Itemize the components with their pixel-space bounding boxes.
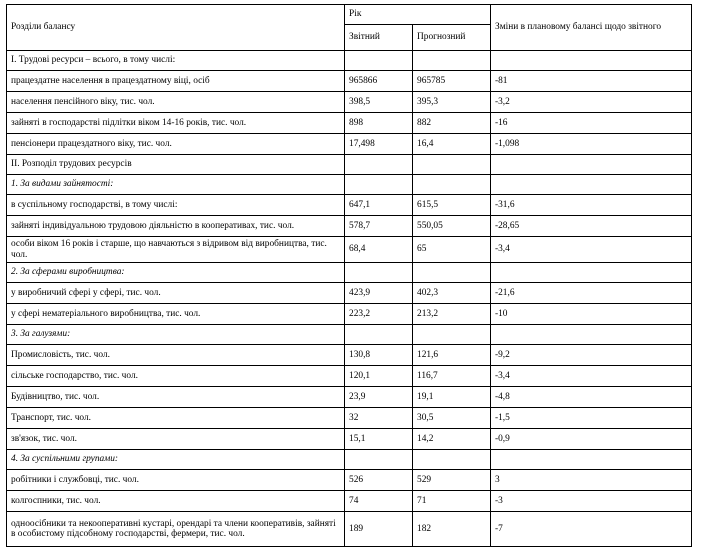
section-label: 3. За галузями:: [7, 325, 345, 345]
header-cell-reported: Звітний: [345, 25, 413, 51]
cell-forecast: 19,1: [413, 387, 491, 408]
cell-change: -4,8: [491, 387, 692, 408]
table-row: [7, 92, 692, 113]
cell-reported: 15,1: [345, 429, 413, 450]
table-section-row: [7, 450, 692, 470]
cell-label: особи віком 16 років і старше, що навчаються з відривом від виробництва, тис. чол.: [7, 237, 345, 263]
table-row: [7, 491, 692, 512]
section-label: I. Трудові ресурси – всього, в тому числі:: [7, 51, 345, 71]
cell-forecast: 615,5: [413, 195, 491, 216]
cell-reported: 120,1: [345, 366, 413, 387]
cell-label: у сфері нематеріального виробництва, тис. чол.: [7, 304, 345, 325]
cell-forecast: [413, 155, 491, 175]
cell-change: -1,5: [491, 408, 692, 429]
cell-change: -3,4: [491, 366, 692, 387]
cell-reported: 130,8: [345, 345, 413, 366]
cell-change: [491, 155, 692, 175]
cell-label: у виробничий сфері у сфері, тис. чол.: [7, 283, 345, 304]
cell-label: населення пенсійного віку, тис. чол.: [7, 92, 345, 113]
cell-label: працездатне населення в працездатному віці, осіб: [7, 71, 345, 92]
cell-change: -10: [491, 304, 692, 325]
cell-reported: [345, 51, 413, 71]
table-row: [7, 345, 692, 366]
section-label: 2. За сферами виробництва:: [7, 263, 345, 283]
cell-label: сільське господарство, тис. чол.: [7, 366, 345, 387]
cell-reported: [345, 263, 413, 283]
section-label: 4. За суспільними групами:: [7, 450, 345, 470]
cell-change: -3: [491, 491, 692, 512]
cell-label: в суспільному господарстві, в тому числі:: [7, 195, 345, 216]
cell-label: зайняті в господарстві підлітки віком 14-16 років, тис. чол.: [7, 113, 345, 134]
cell-change: -7: [491, 512, 692, 547]
cell-forecast: 402,3: [413, 283, 491, 304]
table-row: [7, 134, 692, 155]
cell-forecast: 882: [413, 113, 491, 134]
section-label: 1. За видами зайнятості:: [7, 175, 345, 195]
cell-reported: 32: [345, 408, 413, 429]
cell-reported: 647,1: [345, 195, 413, 216]
cell-label: Транспорт, тис. чол.: [7, 408, 345, 429]
cell-change: -0,9: [491, 429, 692, 450]
cell-forecast: 965785: [413, 71, 491, 92]
cell-forecast: 213,2: [413, 304, 491, 325]
table-section-row: [7, 175, 692, 195]
cell-reported: 17,498: [345, 134, 413, 155]
cell-reported: 898: [345, 113, 413, 134]
cell-reported: 223,2: [345, 304, 413, 325]
cell-change: -3,4: [491, 237, 692, 263]
document-page: [0, 4, 711, 540]
cell-change: [491, 175, 692, 195]
cell-forecast: [413, 175, 491, 195]
header-cell-forecast: Прогнозний: [413, 25, 491, 51]
cell-forecast: [413, 325, 491, 345]
table-row: [7, 512, 692, 547]
table-section-row: [7, 51, 692, 71]
table-body: [7, 5, 692, 547]
cell-forecast: 395,3: [413, 92, 491, 113]
cell-change: -1,098: [491, 134, 692, 155]
cell-label: зайняті індивідуальною трудовою діяльністю в кооперативах, тис. чол.: [7, 216, 345, 237]
cell-change: [491, 263, 692, 283]
table-row: [7, 216, 692, 237]
table-row: [7, 237, 692, 263]
cell-forecast: 71: [413, 491, 491, 512]
cell-change: [491, 51, 692, 71]
cell-label: Промисловість, тис. чол.: [7, 345, 345, 366]
balance-table: [6, 4, 692, 547]
table-row: [7, 283, 692, 304]
table-row: [7, 429, 692, 450]
cell-reported: [345, 175, 413, 195]
cell-change: -28,65: [491, 216, 692, 237]
header-cell-changes: Зміни в плановому балансі щодо звітного: [491, 5, 692, 51]
table-row: [7, 387, 692, 408]
cell-forecast: 116,7: [413, 366, 491, 387]
cell-reported: 965866: [345, 71, 413, 92]
cell-reported: 526: [345, 470, 413, 491]
table-row: [7, 195, 692, 216]
cell-forecast: 121,6: [413, 345, 491, 366]
cell-reported: 578,7: [345, 216, 413, 237]
cell-forecast: [413, 51, 491, 71]
cell-change: -31,6: [491, 195, 692, 216]
cell-change: -81: [491, 71, 692, 92]
table-section-row: [7, 155, 692, 175]
cell-reported: 68,4: [345, 237, 413, 263]
cell-reported: 23,9: [345, 387, 413, 408]
cell-reported: [345, 325, 413, 345]
table-section-row: [7, 263, 692, 283]
cell-label: зв'язок, тис. чол.: [7, 429, 345, 450]
cell-label: Будівництво, тис. чол.: [7, 387, 345, 408]
cell-label: пенсіонери працездатного віку, тис. чол.: [7, 134, 345, 155]
cell-forecast: 14,2: [413, 429, 491, 450]
header-row-top: [7, 5, 692, 25]
cell-change: -21,6: [491, 283, 692, 304]
header-cell-sections: Розділи балансу: [7, 5, 345, 51]
cell-label: одноосібники та некооперативні кустарі, орендарі та члени кооперативів, зайняті в особистому підсобному господарстві, фермери, тис. чол.: [7, 512, 345, 547]
table-row: [7, 470, 692, 491]
cell-change: 3: [491, 470, 692, 491]
cell-reported: [345, 155, 413, 175]
cell-forecast: 16,4: [413, 134, 491, 155]
cell-forecast: 182: [413, 512, 491, 547]
cell-change: -16: [491, 113, 692, 134]
cell-change: -9,2: [491, 345, 692, 366]
cell-reported: 74: [345, 491, 413, 512]
cell-label: робітники і службовці, тис. чол.: [7, 470, 345, 491]
table-row: [7, 408, 692, 429]
cell-reported: 398,5: [345, 92, 413, 113]
cell-forecast: 30,5: [413, 408, 491, 429]
cell-label: колгоспники, тис. чол.: [7, 491, 345, 512]
cell-forecast: [413, 263, 491, 283]
header-cell-year: Рік: [345, 5, 491, 25]
cell-reported: [345, 450, 413, 470]
cell-change: -3,2: [491, 92, 692, 113]
table-section-row: [7, 325, 692, 345]
cell-forecast: 65: [413, 237, 491, 263]
table-row: [7, 304, 692, 325]
cell-change: [491, 325, 692, 345]
section-label: II. Розподіл трудових ресурсів: [7, 155, 345, 175]
cell-reported: 189: [345, 512, 413, 547]
table-row: [7, 113, 692, 134]
table-row: [7, 366, 692, 387]
cell-change: [491, 450, 692, 470]
table-row: [7, 71, 692, 92]
cell-forecast: 550,05: [413, 216, 491, 237]
cell-reported: 423,9: [345, 283, 413, 304]
cell-forecast: 529: [413, 470, 491, 491]
cell-forecast: [413, 450, 491, 470]
